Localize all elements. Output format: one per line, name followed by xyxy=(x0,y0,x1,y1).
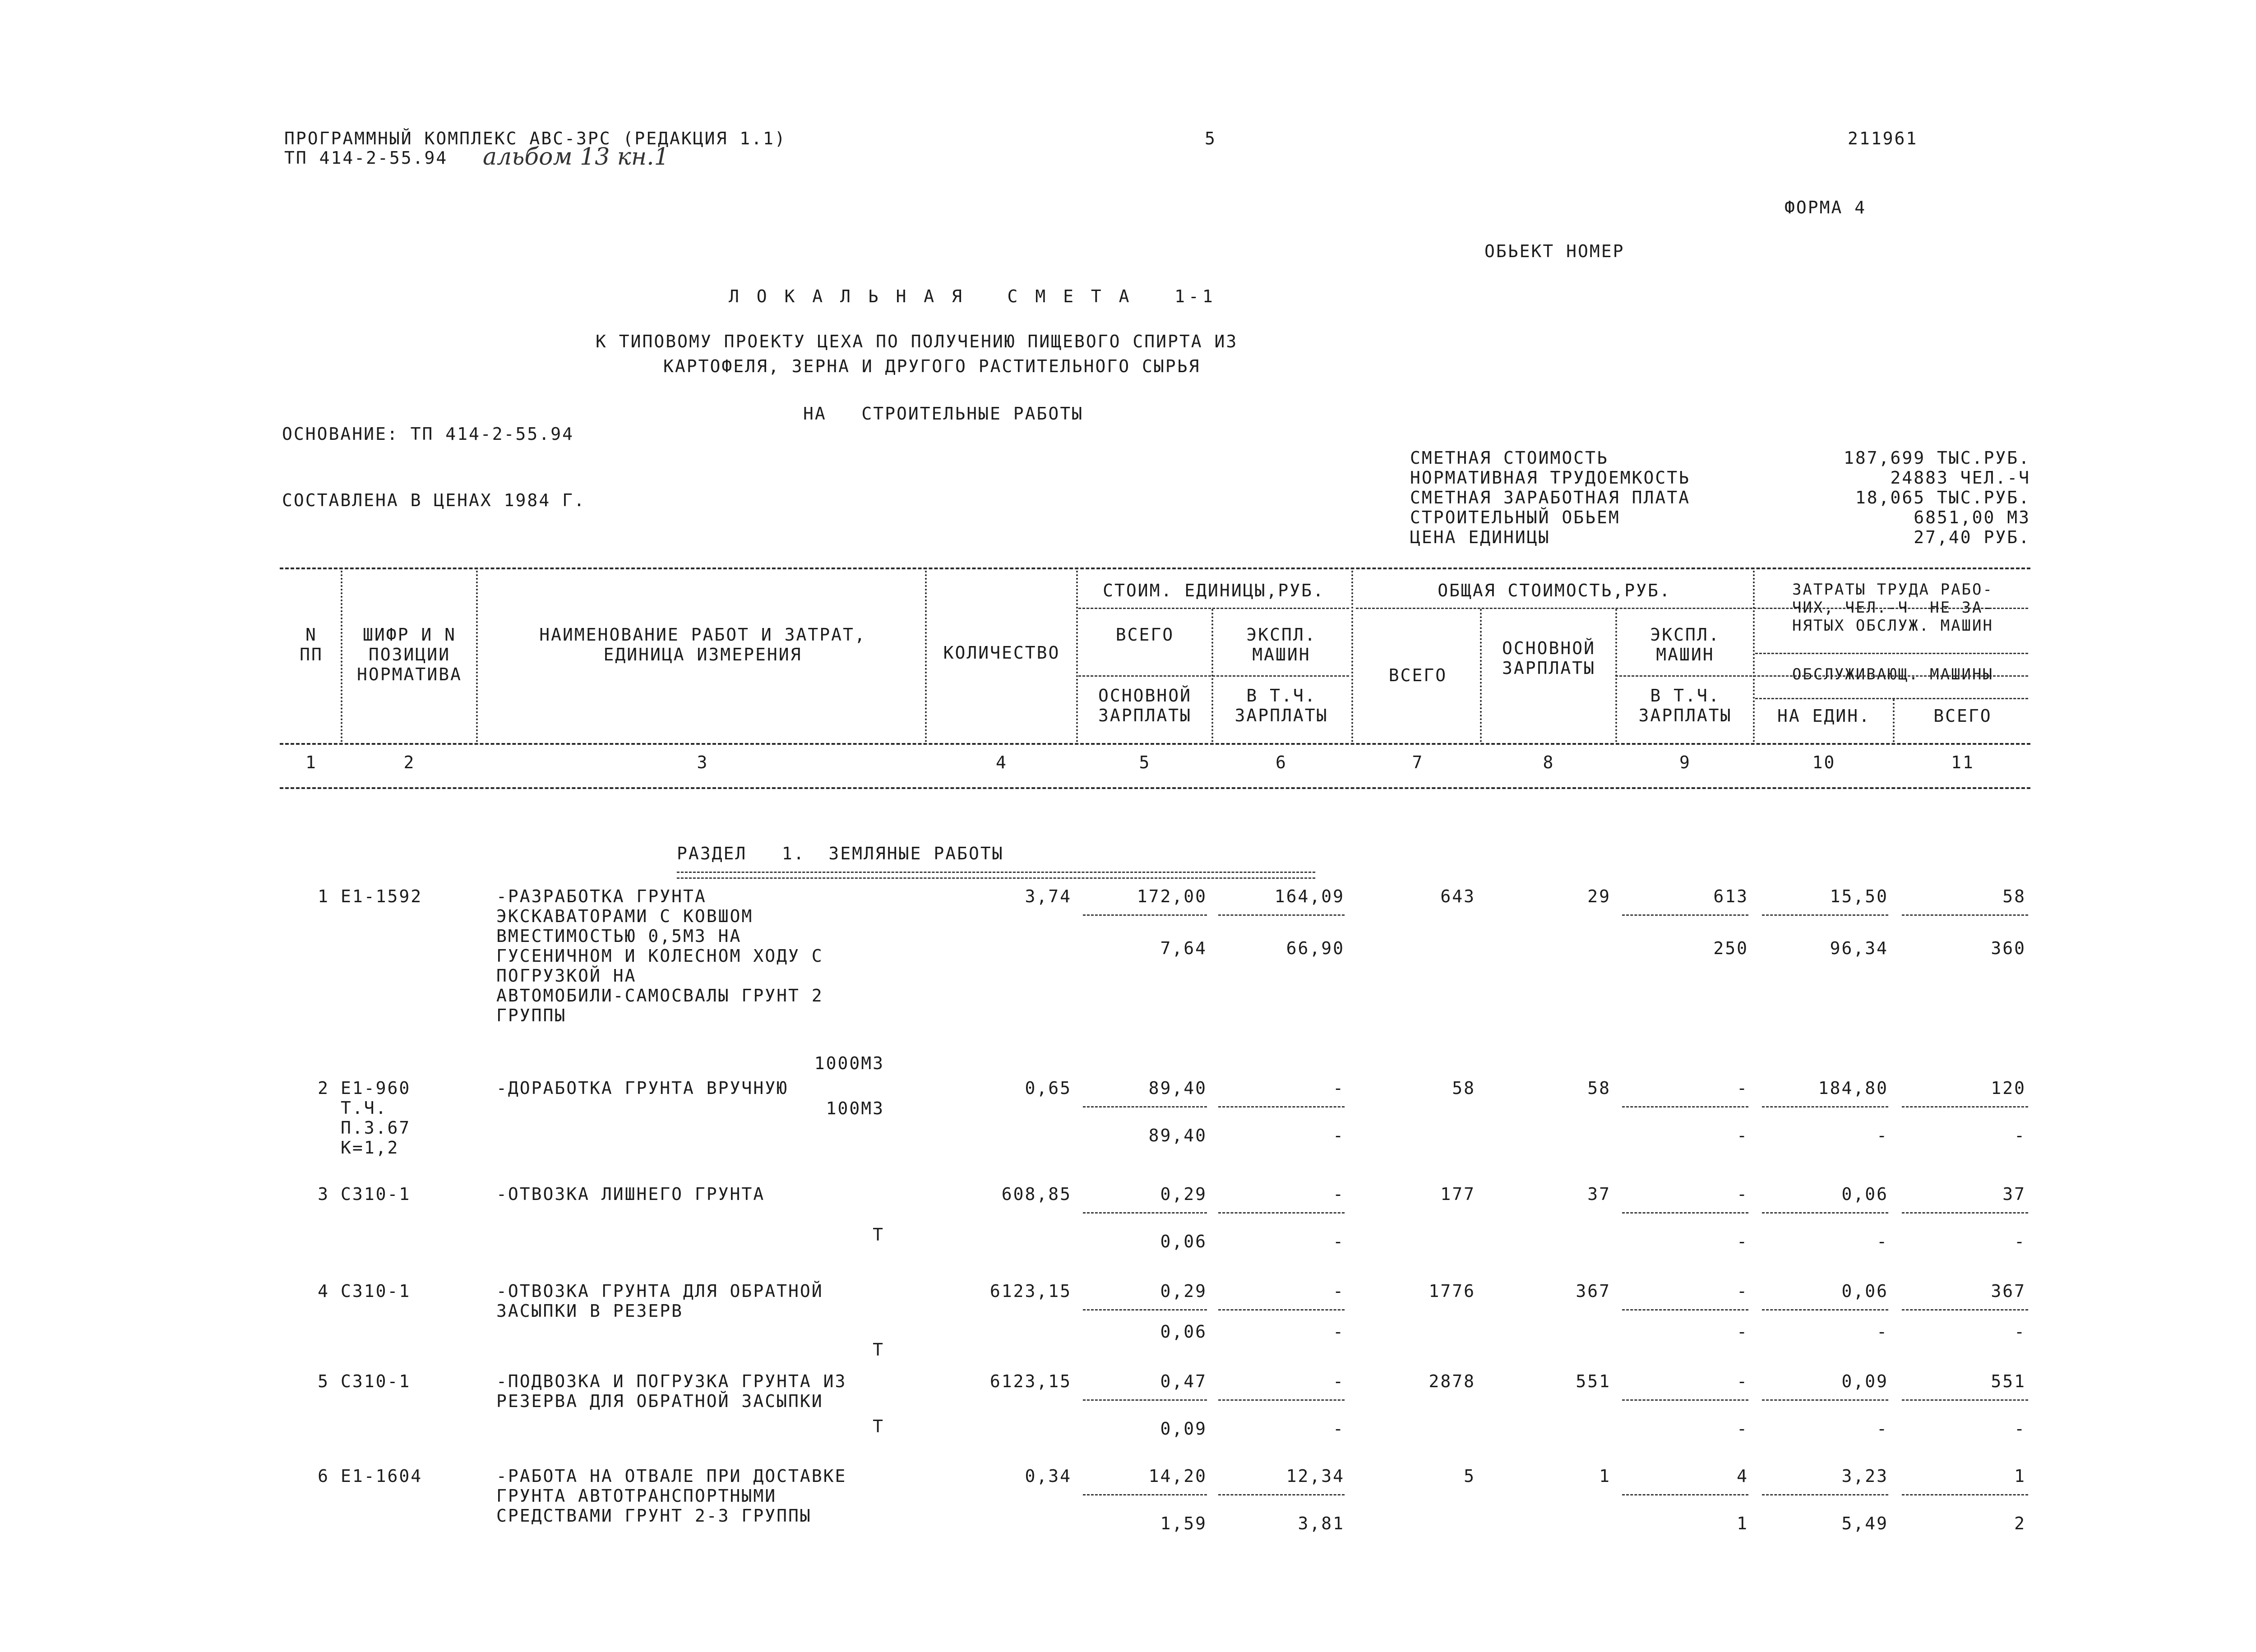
object-label: ОБЬЕКТ НОМЕР xyxy=(1484,241,1625,261)
row-code: С310-1 xyxy=(341,1184,411,1204)
row-unit: 1000М3 xyxy=(814,1053,884,1073)
row-labor-total: 120 xyxy=(1991,1078,2026,1098)
column-number: 3 xyxy=(697,752,709,772)
row-separator xyxy=(1762,1494,1888,1495)
header-top-rule xyxy=(280,568,2030,569)
row-unit-total: 0,29 xyxy=(1160,1281,1207,1301)
row-total-all: 5 xyxy=(1464,1466,1475,1486)
row-separator xyxy=(1622,1494,1748,1495)
row-labor-service-unit: 96,34 xyxy=(1830,938,1888,958)
works-type: НА СТРОИТЕЛЬНЫЕ РАБОТЫ xyxy=(803,404,1084,424)
row-total-incl-wage: - xyxy=(1737,1322,1748,1342)
header-work-name: НАИМЕНОВАНИЕ РАБОТ И ЗАТРАТ, ЕДИНИЦА ИЗМЕРЕНИЯ xyxy=(539,625,866,664)
summary-label: СМЕТНАЯ ЗАРАБОТНАЯ ПЛАТА xyxy=(1410,488,1691,508)
row-separator xyxy=(1083,1494,1207,1495)
header-total-incl-wage: В Т.Ч. ЗАРПЛАТЫ xyxy=(1638,686,1732,725)
header-unit-incl-wage: В Т.Ч. ЗАРПЛАТЫ xyxy=(1234,686,1328,725)
row-separator xyxy=(1622,1309,1748,1311)
header-unit-machines: ЭКСПЛ. МАШИН xyxy=(1246,625,1317,664)
row-unit-total: 0,47 xyxy=(1160,1371,1207,1391)
row-separator xyxy=(1218,1399,1345,1401)
row-labor-total: 1 xyxy=(2014,1466,2026,1486)
row-separator xyxy=(1622,1399,1748,1401)
column-divider xyxy=(1480,609,1482,742)
header-row-number: N ПП xyxy=(300,625,323,664)
column-divider xyxy=(1893,699,1895,742)
summary-value: 24883 ЧЕЛ.-Ч xyxy=(1890,468,2030,488)
column-number: 8 xyxy=(1543,752,1555,772)
summary-label: НОРМАТИВНАЯ ТРУДОЕМКОСТЬ xyxy=(1410,468,1691,488)
row-labor-service-total: - xyxy=(2014,1232,2026,1251)
row-labor-total: 37 xyxy=(2002,1184,2026,1204)
row-unit-total: 172,00 xyxy=(1137,886,1207,906)
row-quantity: 0,34 xyxy=(1025,1466,1072,1486)
row-labor-service-total: 2 xyxy=(2014,1514,2026,1533)
summary-value: 6851,00 М3 xyxy=(1914,508,2030,527)
row-total-incl-wage: - xyxy=(1737,1419,1748,1439)
row-total-machines: - xyxy=(1737,1371,1748,1391)
row-number: 1 xyxy=(318,886,329,906)
row-separator xyxy=(1762,1106,1888,1107)
row-separator xyxy=(1902,1106,2028,1107)
header-labor-total: ВСЕГО xyxy=(1933,706,1992,726)
row-code: Е1-1592 xyxy=(341,886,423,906)
row-total-wage: 58 xyxy=(1587,1078,1611,1098)
form-label: ФОРМА 4 xyxy=(1784,198,1867,217)
price-level: СОСТАВЛЕНА В ЦЕНАХ 1984 Г. xyxy=(282,490,586,510)
column-number: 10 xyxy=(1812,752,1836,772)
header-total-machines: ЭКСПЛ. МАШИН xyxy=(1650,625,1720,664)
row-total-wage: 29 xyxy=(1587,886,1611,906)
row-unit-machines: 12,34 xyxy=(1286,1466,1345,1486)
header-quantity: КОЛИЧЕСТВО xyxy=(943,643,1060,663)
header-unit-cost: СТОИМ. ЕДИНИЦЫ,РУБ. xyxy=(1103,581,1325,600)
row-separator xyxy=(1083,1212,1207,1214)
header-unit-wage: ОСНОВНОЙ ЗАРПЛАТЫ xyxy=(1098,686,1192,725)
row-labor-per-unit: 0,09 xyxy=(1841,1371,1888,1391)
header-sub-rule xyxy=(1078,675,1349,677)
row-labor-per-unit: 3,23 xyxy=(1841,1466,1888,1486)
row-total-machines: 613 xyxy=(1713,886,1748,906)
row-number: 4 xyxy=(318,1281,329,1301)
row-quantity: 608,85 xyxy=(1001,1184,1072,1204)
row-labor-service-unit: - xyxy=(1877,1126,1888,1145)
row-separator xyxy=(1902,1399,2028,1401)
row-labor-service-unit: - xyxy=(1877,1232,1888,1251)
column-number: 11 xyxy=(1951,752,1974,772)
basis: ОСНОВАНИЕ: ТП 414-2-55.94 xyxy=(282,424,574,444)
row-total-incl-wage: - xyxy=(1737,1232,1748,1251)
column-number: 9 xyxy=(1679,752,1691,772)
row-code: С310-1 xyxy=(341,1371,411,1391)
column-divider xyxy=(1753,571,1755,742)
section-underline xyxy=(677,872,1315,879)
row-work-name: -РАЗРАБОТКА ГРУНТА ЭКСКАВАТОРАМИ С КОВШОМ ВМЕСТИМОСТЬЮ 0,5М3 НА ГУСЕНИЧНОМ И КОЛЕСНОМ ХОДУ С ПОГРУЗКОЙ НА АВТОМОБИЛИ-САМОСВАЛЫ ГРУНТ 2 ГРУППЫ xyxy=(496,886,823,1025)
row-total-machines: - xyxy=(1737,1078,1748,1098)
row-separator xyxy=(1902,1212,2028,1214)
row-separator xyxy=(1622,1106,1748,1107)
row-labor-service-unit: - xyxy=(1877,1419,1888,1439)
row-quantity: 0,65 xyxy=(1025,1078,1072,1098)
row-unit: 100М3 xyxy=(826,1098,884,1118)
column-number: 2 xyxy=(403,752,416,772)
row-total-wage: 37 xyxy=(1587,1184,1611,1204)
row-total-all: 643 xyxy=(1440,886,1475,906)
row-labor-service-total: - xyxy=(2014,1419,2026,1439)
header-bottom-rule xyxy=(280,743,2030,745)
row-unit-machines: - xyxy=(1333,1371,1345,1391)
row-unit: Т xyxy=(873,1340,884,1360)
row-labor-total: 551 xyxy=(1991,1371,2026,1391)
row-number: 2 xyxy=(318,1078,329,1098)
header-code: ШИФР И N ПОЗИЦИИ НОРМАТИВА xyxy=(357,625,462,684)
column-divider xyxy=(1615,609,1617,742)
summary-value: 187,699 ТЫС.РУБ. xyxy=(1843,448,2030,468)
row-number: 3 xyxy=(318,1184,329,1204)
header-sub-rule xyxy=(1755,698,2028,699)
row-unit-machines: 164,09 xyxy=(1274,886,1345,906)
row-unit: Т xyxy=(873,1225,884,1245)
header-unit-total: ВСЕГО xyxy=(1115,625,1174,645)
row-unit-total: 14,20 xyxy=(1148,1466,1207,1486)
row-separator xyxy=(1083,1106,1207,1107)
row-separator xyxy=(1218,1494,1345,1495)
row-separator xyxy=(1083,1309,1207,1311)
row-separator xyxy=(1083,914,1207,916)
row-total-all: 1776 xyxy=(1428,1281,1475,1301)
row-number: 6 xyxy=(318,1466,329,1486)
row-unit-wage: 0,06 xyxy=(1160,1322,1207,1342)
row-separator xyxy=(1218,1212,1345,1214)
row-total-machines: - xyxy=(1737,1184,1748,1204)
section-title: РАЗДЕЛ 1. ЗЕМЛЯНЫЕ РАБОТЫ xyxy=(677,844,1004,863)
row-separator xyxy=(1622,1212,1748,1214)
row-unit-wage: 89,40 xyxy=(1148,1126,1207,1145)
project-code: ТП 414-2-55.94 xyxy=(284,148,448,168)
row-labor-service-total: 360 xyxy=(1991,938,2026,958)
page-number: 5 xyxy=(1205,129,1216,148)
row-separator xyxy=(1218,914,1345,916)
row-separator xyxy=(1218,1106,1345,1107)
row-code: С310-1 xyxy=(341,1281,411,1301)
row-separator xyxy=(1762,1212,1888,1214)
row-separator xyxy=(1083,1399,1207,1401)
row-unit-wage: 0,09 xyxy=(1160,1419,1207,1439)
row-separator xyxy=(1762,914,1888,916)
row-total-all: 2878 xyxy=(1428,1371,1475,1391)
program-name: ПРОГРАММНЫЙ КОМПЛЕКС АВС-3РС (РЕДАКЦИЯ 1.1) xyxy=(284,129,786,148)
row-unit-incl-wage: 3,81 xyxy=(1298,1514,1345,1533)
row-total-wage: 551 xyxy=(1576,1371,1611,1391)
row-total-incl-wage: 1 xyxy=(1737,1514,1748,1533)
row-unit-wage: 1,59 xyxy=(1160,1514,1207,1533)
row-separator xyxy=(1622,914,1748,916)
row-separator xyxy=(1762,1309,1888,1311)
row-separator xyxy=(1218,1309,1345,1311)
row-separator xyxy=(1902,1309,2028,1311)
summary-label: СМЕТНАЯ СТОИМОСТЬ xyxy=(1410,448,1609,468)
row-labor-service-total: - xyxy=(2014,1126,2026,1145)
row-labor-per-unit: 15,50 xyxy=(1830,886,1888,906)
row-quantity: 6123,15 xyxy=(989,1281,1072,1301)
row-total-wage: 1 xyxy=(1599,1466,1611,1486)
row-labor-total: 58 xyxy=(2002,886,2026,906)
row-quantity: 3,74 xyxy=(1025,886,1072,906)
row-work-name: -РАБОТА НА ОТВАЛЕ ПРИ ДОСТАВКЕ ГРУНТА АВТОТРАНСПОРТНЫМИ СРЕДСТВАМИ ГРУНТ 2-3 ГРУППЫ xyxy=(496,1466,847,1526)
row-quantity: 6123,15 xyxy=(989,1371,1072,1391)
column-divider xyxy=(1351,571,1353,742)
column-divider xyxy=(1211,609,1213,742)
header-total-all: ВСЕГО xyxy=(1388,665,1447,685)
row-unit-machines: - xyxy=(1333,1281,1345,1301)
column-divider xyxy=(925,571,927,742)
row-labor-service-unit: - xyxy=(1877,1322,1888,1342)
row-labor-per-unit: 0,06 xyxy=(1841,1184,1888,1204)
row-labor-service-unit: 5,49 xyxy=(1841,1514,1888,1533)
subtitle-line-1: К ТИПОВОМУ ПРОЕКТУ ЦЕХА ПО ПОЛУЧЕНИЮ ПИЩЕВОГО СПИРТА ИЗ xyxy=(596,332,1238,351)
row-labor-per-unit: 184,80 xyxy=(1818,1078,1888,1098)
column-number: 5 xyxy=(1139,752,1151,772)
header-labor: ЗАТРАТЫ ТРУДА РАБО- ЧИХ, ЧЕЛ.-Ч НЕ ЗА- НЯТЫХ ОБСЛУЖ. МАШИН xyxy=(1792,581,1993,635)
column-number: 4 xyxy=(996,752,1008,772)
header-sub-rule xyxy=(1755,653,2028,654)
row-number: 5 xyxy=(318,1371,329,1391)
header-labor-per-unit: НА ЕДИН. xyxy=(1777,706,1871,726)
row-separator xyxy=(1902,914,2028,916)
column-divider xyxy=(341,571,342,742)
summary-label: СТРОИТЕЛЬНЫЙ ОБЬЕМ xyxy=(1410,508,1620,527)
column-number: 7 xyxy=(1412,752,1424,772)
summary-value: 18,065 ТЫС.РУБ. xyxy=(1855,488,2030,508)
row-unit-machines: - xyxy=(1333,1078,1345,1098)
summary-value: 27,40 РУБ. xyxy=(1914,527,2030,547)
row-work-name: -ПОДВОЗКА И ПОГРУЗКА ГРУНТА ИЗ РЕЗЕРВА ДЛЯ ОБРАТНОЙ ЗАСЫПКИ xyxy=(496,1371,847,1411)
row-code: Е1-1604 xyxy=(341,1466,423,1486)
document-number: 211961 xyxy=(1848,129,1918,148)
summary-label: ЦЕНА ЕДИНИЦЫ xyxy=(1410,527,1550,547)
row-unit-incl-wage: - xyxy=(1333,1419,1345,1439)
row-total-machines: - xyxy=(1737,1281,1748,1301)
row-unit-incl-wage: - xyxy=(1333,1126,1345,1145)
row-unit-total: 0,29 xyxy=(1160,1184,1207,1204)
page-title: Л О К А Л Ь Н А Я С М Е Т А 1-1 xyxy=(729,286,1216,306)
column-numbers-rule xyxy=(280,787,2030,789)
row-work-name: -ОТВОЗКА ЛИШНЕГО ГРУНТА xyxy=(496,1184,765,1204)
column-divider xyxy=(1076,571,1078,742)
row-code: Е1-960 Т.Ч. П.3.67 К=1,2 xyxy=(341,1078,411,1158)
column-number: 6 xyxy=(1276,752,1287,772)
column-divider xyxy=(476,571,478,742)
row-total-all: 58 xyxy=(1452,1078,1475,1098)
handwritten-note: альбом 13 кн.1 xyxy=(483,143,669,171)
column-number: 1 xyxy=(305,752,317,772)
row-unit-total: 89,40 xyxy=(1148,1078,1207,1098)
row-unit-incl-wage: - xyxy=(1333,1232,1345,1251)
row-unit: Т xyxy=(873,1417,884,1436)
row-total-wage: 367 xyxy=(1576,1281,1611,1301)
subtitle-line-2: КАРТОФЕЛЯ, ЗЕРНА И ДРУГОГО РАСТИТЕЛЬНОГО СЫРЬЯ xyxy=(663,356,1201,376)
row-total-incl-wage: - xyxy=(1737,1126,1748,1145)
row-labor-per-unit: 0,06 xyxy=(1841,1281,1888,1301)
header-sub-rule xyxy=(1078,608,1349,609)
row-unit-machines: - xyxy=(1333,1184,1345,1204)
row-total-all: 177 xyxy=(1440,1184,1475,1204)
row-work-name: -ДОРАБОТКА ГРУНТА ВРУЧНУЮ xyxy=(496,1078,788,1098)
row-unit-wage: 0,06 xyxy=(1160,1232,1207,1251)
row-total-incl-wage: 250 xyxy=(1713,938,1748,958)
row-labor-service-total: - xyxy=(2014,1322,2026,1342)
header-labor-service: ОБСЛУЖИВАЮЩ. МАШИНЫ xyxy=(1792,665,1993,683)
row-separator xyxy=(1902,1494,2028,1495)
row-total-machines: 4 xyxy=(1737,1466,1748,1486)
row-separator xyxy=(1762,1399,1888,1401)
row-unit-wage: 7,64 xyxy=(1160,938,1207,958)
header-total-wage: ОСНОВНОЙ ЗАРПЛАТЫ xyxy=(1502,638,1596,678)
row-labor-total: 367 xyxy=(1991,1281,2026,1301)
row-work-name: -ОТВОЗКА ГРУНТА ДЛЯ ОБРАТНОЙ ЗАСЫПКИ В РЕЗЕРВ xyxy=(496,1281,823,1321)
row-unit-incl-wage: 66,90 xyxy=(1286,938,1345,958)
row-unit-incl-wage: - xyxy=(1333,1322,1345,1342)
header-total-cost: ОБЩАЯ СТОИМОСТЬ,РУБ. xyxy=(1438,581,1671,600)
